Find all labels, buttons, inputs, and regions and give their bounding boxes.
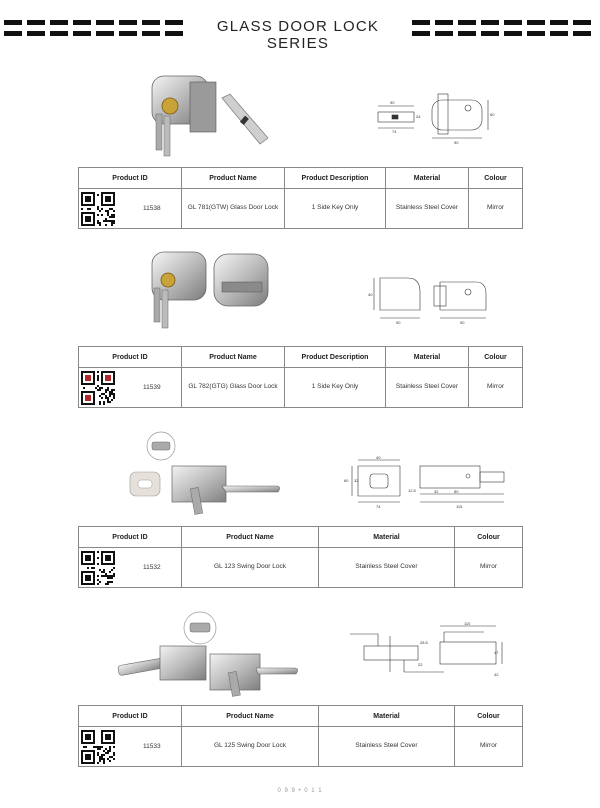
- product-colour: Mirror: [455, 548, 523, 588]
- col-colour: Colour: [455, 706, 523, 727]
- dim-label: 90: [460, 320, 465, 325]
- technical-drawing-gl782: [368, 272, 504, 328]
- col-product-name: Product Name: [182, 706, 319, 727]
- product-table-11533: [78, 705, 523, 767]
- col-material: Material: [386, 347, 469, 368]
- dim-label: 110: [464, 622, 471, 626]
- product-id-cell: [79, 189, 182, 229]
- dim-label: 42: [494, 672, 499, 677]
- col-product-name: Product Name: [182, 168, 285, 189]
- product-material: Stainless Steel Cover: [386, 368, 469, 408]
- table-header-row: [79, 527, 523, 548]
- qr-code-icon[interactable]: [81, 730, 115, 764]
- product-description: 1 Side Key Only: [285, 368, 386, 408]
- table-row: [79, 548, 523, 588]
- product-table-11539: [78, 346, 523, 408]
- qr-code-icon[interactable]: [81, 371, 115, 405]
- page-title: GLASS DOOR LOCK SERIES: [216, 18, 380, 52]
- col-product-description: Product Description: [285, 168, 386, 189]
- col-product-description: Product Description: [285, 347, 386, 368]
- header-decor-left: [4, 20, 183, 36]
- col-product-name: Product Name: [182, 527, 319, 548]
- product-name: GL 782(GTG) Glass Door Lock: [182, 368, 285, 408]
- col-colour: Colour: [455, 527, 523, 548]
- dim-label: 60: [490, 112, 495, 117]
- dim-label: 74: [392, 129, 397, 134]
- col-product-id: Product ID: [79, 347, 182, 368]
- product-colour: Mirror: [455, 727, 523, 767]
- dim-label: 74: [376, 504, 381, 509]
- table-header-row: [79, 706, 523, 727]
- dim-label: 40: [376, 456, 381, 460]
- table-header-row: [79, 168, 523, 189]
- page-header: [0, 14, 600, 52]
- dim-label: 90: [390, 100, 395, 105]
- product-image-gl781: [130, 68, 280, 168]
- technical-drawing-gl125: [344, 622, 504, 684]
- dim-label: 90: [454, 140, 459, 145]
- dim-label: 115: [456, 504, 463, 509]
- dim-label: 90: [396, 320, 401, 325]
- product-id-cell: [79, 548, 182, 588]
- product-material: Stainless Steel Cover: [319, 548, 455, 588]
- table-header-row: [79, 347, 523, 368]
- product-image-gl123: [126, 428, 286, 520]
- col-product-name: Product Name: [182, 347, 285, 368]
- dim-label: 24: [416, 114, 421, 119]
- product-id: 11532: [143, 564, 161, 571]
- col-colour: Colour: [469, 347, 523, 368]
- table-row: [79, 368, 523, 408]
- qr-code-icon[interactable]: [81, 551, 115, 585]
- dim-label: 80: [454, 489, 459, 494]
- product-description: 1 Side Key Only: [285, 189, 386, 229]
- product-image-gl782: [130, 246, 280, 338]
- page-footer: 0 9 9 • 0 1 1: [277, 788, 323, 794]
- col-product-id: Product ID: [79, 168, 182, 189]
- technical-drawing-gl781: [370, 90, 500, 150]
- col-material: Material: [319, 706, 455, 727]
- product-material: Stainless Steel Cover: [386, 189, 469, 229]
- col-product-id: Product ID: [79, 527, 182, 548]
- product-id: 11538: [143, 205, 161, 212]
- product-table-11538: [78, 167, 523, 229]
- col-material: Material: [319, 527, 455, 548]
- table-row: [79, 727, 523, 767]
- col-product-id: Product ID: [79, 706, 182, 727]
- product-material: Stainless Steel Cover: [319, 727, 455, 767]
- dim-label: 32: [434, 489, 439, 494]
- header-decor-right: [412, 20, 591, 36]
- product-image-gl125: [112, 606, 302, 700]
- qr-code-icon[interactable]: [81, 192, 115, 226]
- product-table-11532: [78, 526, 523, 588]
- table-row: [79, 189, 523, 229]
- product-name: GL 123 Swing Door Lock: [182, 548, 319, 588]
- product-colour: Mirror: [469, 189, 523, 229]
- product-name: GL 781(GTW) Glass Door Lock: [182, 189, 285, 229]
- product-name: GL 125 Swing Door Lock: [182, 727, 319, 767]
- product-id: 11533: [143, 743, 161, 750]
- dim-label: 60: [344, 478, 349, 483]
- col-material: Material: [386, 168, 469, 189]
- dim-label: 47: [494, 650, 499, 655]
- product-id-cell: [79, 727, 182, 767]
- product-colour: Mirror: [469, 368, 523, 408]
- product-id-cell: [79, 368, 182, 408]
- col-colour: Colour: [469, 168, 523, 189]
- dim-label: 28.5: [420, 640, 428, 645]
- dim-label: 22: [418, 662, 423, 667]
- product-id: 11539: [143, 384, 161, 391]
- technical-drawing-gl123: [342, 456, 514, 516]
- dim-label: 40: [368, 292, 373, 297]
- dim-label: 12.5: [408, 488, 416, 493]
- dim-label: 32: [354, 478, 359, 483]
